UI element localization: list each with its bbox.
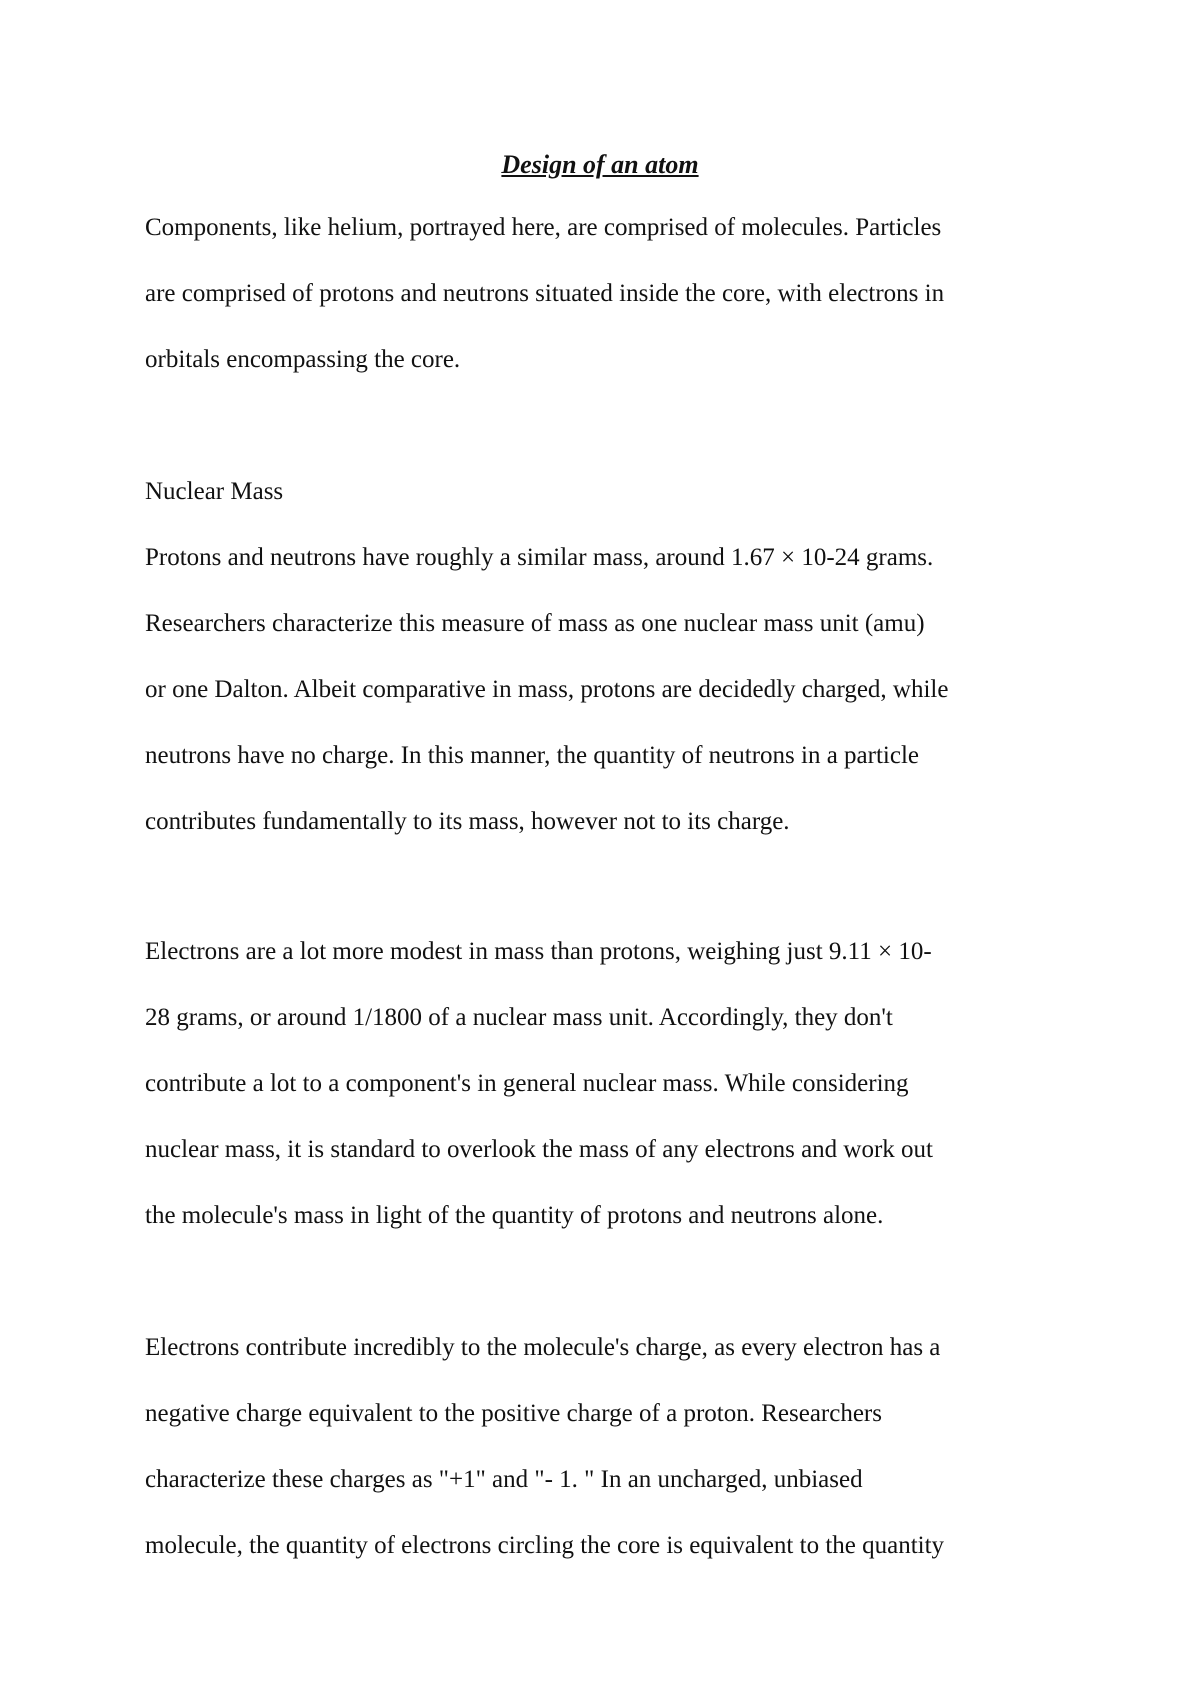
document-title: Design of an atom: [501, 150, 699, 179]
body-line: orbitals encompassing the core.: [145, 346, 461, 373]
section-heading: Nuclear Mass: [145, 478, 284, 505]
body-line: molecule, the quantity of electrons circling the core is equivalent to the quantity: [145, 1532, 945, 1559]
body-line: Electrons contribute incredibly to the molecule's charge, as every electron has a: [145, 1334, 941, 1361]
body-line: contributes fundamentally to its mass, however not to its charge.: [145, 808, 790, 835]
body-line: Components, like helium, portrayed here, are comprised of molecules. Particles: [145, 214, 942, 241]
body-line: are comprised of protons and neutrons situated inside the core, with electrons in: [145, 280, 945, 307]
body-line: Researchers characterize this measure of mass as one nuclear mass unit (amu): [145, 610, 925, 637]
body-line: characterize these charges as "+1" and "- 1. " In an uncharged, unbiased: [145, 1466, 863, 1493]
body-line: contribute a lot to a component's in general nuclear mass. While considering: [145, 1070, 909, 1097]
body-line: Protons and neutrons have roughly a similar mass, around 1.67 × 10-24 grams.: [145, 544, 934, 571]
body-line: neutrons have no charge. In this manner, the quantity of neutrons in a particle: [145, 742, 919, 769]
body-line: 28 grams, or around 1/1800 of a nuclear mass unit. Accordingly, they don't: [145, 1004, 893, 1031]
body-line: or one Dalton. Albeit comparative in mass, protons are decidedly charged, while: [145, 676, 949, 703]
body-line: Electrons are a lot more modest in mass than protons, weighing just 9.11 × 10-: [145, 938, 932, 965]
body-line: the molecule's mass in light of the quantity of protons and neutrons alone.: [145, 1202, 884, 1229]
body-line: nuclear mass, it is standard to overlook the mass of any electrons and work out: [145, 1136, 934, 1163]
body-line: negative charge equivalent to the positive charge of a proton. Researchers: [145, 1400, 882, 1427]
